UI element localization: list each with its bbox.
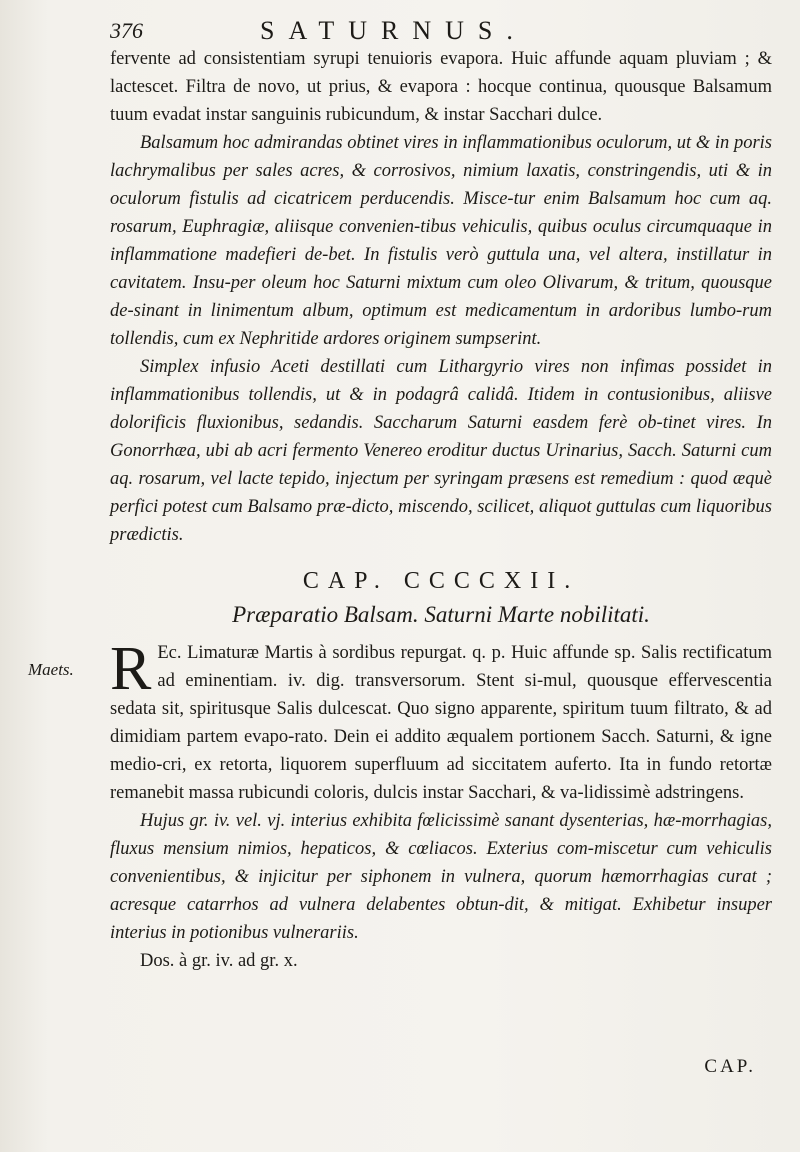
catchword: CAP. xyxy=(704,1056,756,1077)
paragraph-recipe xyxy=(110,635,772,807)
paragraph-usage: Hujus gr. iv. vel. vj. interius exhibita fœlicissimè sanant dysenterias, hæ-morrhagias, fluxus mensium nimios, hepaticos, & cœliacos. Exterius com-miscetur cum vehiculis convenientibus, & injicitur per siphonem in vulnera, quorum hæmorrhagias curat ; acresque catarrhos ad vulnera delabentes obtun-dit, & mitigat. Exhibetur insuper interius in potionibus vulnerariis. xyxy=(110,811,772,943)
drop-cap: R xyxy=(110,635,152,703)
margin-note: Maets. xyxy=(28,660,74,679)
body-text xyxy=(110,45,772,975)
recipe-text: Ec. Limaturæ Martis à sordibus repurgat. q. p. Huic affunde sp. Salis rectificatum ad eminentiam. iv. dig. transversorum. Stent si-mul, quousque effervescentia sedata sit, spiritusque Salis dulcescat. Quo signo apparente, spiritum tuum filtrato, & ad dimidiam partem evapo-rato. Dein ei addito æqualem portionem Sacch. Saturni, & igne medio-cri, ex retorta, liquorem superfluum ad siccitatem auferto. Ita in fundo retortæ remanebit massa rubicundi coloris, dulcis instar Sacchari, & va-lidissimè adstringens. xyxy=(110,643,772,803)
paragraph-continuation: fervente ad consistentiam syrupi tenuioris evapora. Huic affunde aquam pluviam ; & lactescet. Filtra de novo, ut prius, & evapora : hocque continua, quousque Balsamum tuum evadat instar sanguinis rubicundum, & instar Sacchari dulce. xyxy=(110,49,772,125)
running-head: SATURNUS. xyxy=(260,16,527,45)
chapter-title: Præparatio Balsam. Saturni Marte nobilitati. xyxy=(232,602,650,627)
paragraph-dosage: Dos. à gr. iv. ad gr. x. xyxy=(140,951,298,971)
paragraph-simplex-infusio: Simplex infusio Aceti destillati cum Lithargyrio vires non infimas possidet in inflammationibus tollendis, ut & in podagrâ calidâ. Itidem in contusionibus, aliisve dolorificis fluxionibus, sedandis. Saccharum Saturni easdem ferè ob-tinet vires. In Gonorrhæa, ubi ab acri fermento Venereo eroditur ductus Urinarius, Sacch. Saturni cum aq. rosarum, vel lacte tepido, injectum per syringam præsens est remedium : quod æquè perfici potest cum Balsamo præ-dicto, miscendo, scilicet, aliquot guttulas cum liquoribus prædictis. xyxy=(110,357,772,545)
paragraph-balsam-uses: Balsamum hoc admirandas obtinet vires in inflammationibus oculorum, ut & in poris lachrymalibus per sales acres, & corrosivos, nimium laxatis, constringendis, uti & in oculorum fistulis ad cicatricem perducendis. Misce-tur enim Balsamum hoc cum aq. rosarum, Euphragiæ, aliisque convenien-tibus vehiculis, quibus oculus circumquaque in inflammatione madefieri de-bet. In fistulis verò guttula una, vel altera, instillatur in cavitatem. Insu-per oleum hoc Saturni mixtum cum oleo Olivarum, & tritum, quousque de-sinant in linimentum album, optimum est medicamentum in ardoribus lumbo-rum tollendis, cum ex Nephritide ardores originem sumpserint. xyxy=(110,133,772,349)
page-number: 376 xyxy=(110,18,143,43)
chapter-heading: CAP. CCCCXII. xyxy=(302,568,580,594)
